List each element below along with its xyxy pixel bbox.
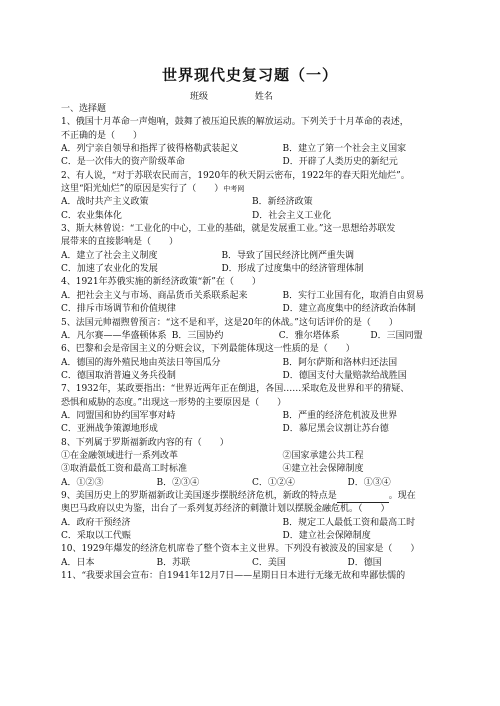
q9-stem-line2: 奥巴马政府以史为鉴，出台了一系列复苏经济的刺激计划以摆脱金融危机。（ ） bbox=[61, 504, 390, 515]
q1-option-d: D．开辟了人类历史的新纪元 bbox=[282, 157, 398, 168]
q1-option-b: B．建立了第一个社会主义国家 bbox=[282, 144, 407, 155]
q8-option-c: C．①②④ bbox=[252, 477, 295, 488]
q9-options-row1 bbox=[61, 517, 443, 530]
q5-option-c: C．雅尔塔体系 bbox=[278, 330, 340, 341]
q5-options bbox=[61, 330, 443, 343]
q3-option-d: D．形成了过度集中的经济管理体制 bbox=[221, 264, 364, 275]
q1-stem-line1: 1、俄国十月革命一声炮响，鼓舞了被压迫民族的解放运动。下列关于十月革命的表述， bbox=[61, 117, 409, 128]
q10-option-b: B．苏联 bbox=[156, 557, 191, 568]
q10-option-a: A．日本 bbox=[61, 557, 95, 568]
q8-option-d: D．①③④ bbox=[347, 477, 391, 488]
q6-option-d: D．德国支付大量赔款给战胜国 bbox=[282, 370, 407, 381]
q7-option-d: D．慕尼黑会议割让苏台德 bbox=[282, 424, 389, 435]
q8-statements-row1 bbox=[61, 450, 443, 463]
page-title: 世界现代史复习题（一） bbox=[161, 66, 338, 84]
q2-stem-line1: 2、有人说，“对于苏联农民而言，1920年的秋天阴云密布，1922年的春天阳光灿烂”。 bbox=[61, 170, 410, 181]
q10-options bbox=[61, 557, 443, 570]
q3-stem-line1: 3、斯大林曾说：“工业化的中心，工业的基础，就是发展重工业。”这一思想给苏联发 bbox=[61, 224, 396, 235]
q7-option-a: A．同盟国和协约国军事对峙 bbox=[61, 410, 176, 421]
q9-option-b: B．规定工人最低工资和最高工时 bbox=[282, 517, 416, 528]
q7-stem-line1: 7、1932年，某政要指出：“世界近两年正在倒退，各国……采取危及世界和平的猜疑、 bbox=[61, 384, 410, 395]
q1-options-row2 bbox=[61, 156, 443, 169]
q8-options bbox=[61, 477, 443, 490]
q4-option-c: C．排斥市场调节和价值规律 bbox=[61, 304, 176, 315]
q5-option-a: A．凡尔赛——华盛顿体系 bbox=[61, 330, 167, 341]
q8-option-a: A．①②③ bbox=[61, 477, 104, 488]
q6-option-c: C．德国取消普遍义务兵役制 bbox=[61, 370, 176, 381]
q7-options-row1 bbox=[61, 410, 443, 423]
q6-options-row2 bbox=[61, 370, 443, 383]
q8-statement-4: ④建立社会保障制度 bbox=[282, 464, 364, 475]
q2-source: 中考网 bbox=[223, 185, 245, 194]
q9-stem-line1 bbox=[61, 490, 443, 503]
question-list bbox=[61, 103, 443, 583]
q2-option-c: C．农业集体化 bbox=[61, 210, 122, 221]
q3-stem-line2: 展带来的直接影响是（ ） bbox=[61, 237, 179, 248]
q3-options-row1 bbox=[61, 250, 443, 263]
q8-statement-1: ①在金融领域进行一系列改革 bbox=[61, 450, 179, 461]
q1-options-row1 bbox=[61, 143, 443, 156]
q7-option-b: B．严重的经济危机波及世界 bbox=[282, 410, 398, 421]
q8-statement-3: ③取消最低工资和最高工时标准 bbox=[61, 464, 188, 475]
q3-option-a: A．建立了社会主义制度 bbox=[61, 250, 158, 261]
q2-stem-line2 bbox=[61, 183, 443, 196]
q3-options-row2 bbox=[61, 263, 443, 276]
q7-stem-line2: 恐惧和威胁的态度。”出现这一形势的主要原因是（ ） bbox=[61, 397, 287, 408]
q9-stem-text: 9、美国历史上的罗斯福新政让美国逐步摆脱经济危机，新政的特点是 bbox=[61, 490, 337, 501]
q2-stem-text: 这里“阳光灿烂”的原因是实行了（ ） bbox=[61, 184, 224, 195]
q11-stem: 11、“我要求国会宣布：自1941年12月7日——星期日日本进行无缘无故和卑鄙怯懦的 bbox=[61, 571, 406, 582]
q9-option-a: A．政府干预经济 bbox=[61, 517, 131, 528]
q2-options-row2 bbox=[61, 210, 443, 223]
q6-option-b: B．阿尔萨斯和洛林归还法国 bbox=[282, 357, 398, 368]
q5-option-d: D．三国同盟 bbox=[370, 330, 423, 341]
q8-statement-2: ②国家承建公共工程 bbox=[282, 450, 364, 461]
q2-options-row1 bbox=[61, 196, 443, 209]
q1-option-a: A．列宁亲自领导和指挥了彼得格勒武装起义 bbox=[61, 144, 239, 155]
q6-options-row1 bbox=[61, 357, 443, 370]
q4-options-row2 bbox=[61, 303, 443, 316]
q2-option-d: D．社会主义工业化 bbox=[252, 210, 332, 221]
q4-option-d: D．建立高度集中的经济政治体制 bbox=[282, 304, 416, 315]
q5-stem: 5、法国元帅福煦曾预言：“这不是和平，这是20年的休战。”这句话评价的是（ ） bbox=[61, 317, 398, 328]
q9-option-d: D．建立社会保障制度 bbox=[282, 531, 371, 541]
q3-option-b: B．导致了国民经济比例严重失调 bbox=[221, 250, 355, 261]
q6-stem: 6、巴黎和会是帝国主义的分赃会议，下列最能体现这一性质的是（ ） bbox=[61, 344, 355, 355]
q4-option-a: A．把社会主义与市场、商品货币关系联系起来 bbox=[61, 290, 248, 301]
student-info bbox=[190, 89, 317, 102]
q1-option-c: C．是一次伟大的资产阶级革命 bbox=[61, 157, 185, 168]
q2-option-a: A．战时共产主义政策 bbox=[61, 197, 149, 208]
q1-stem-line2: 不正确的是（ ） bbox=[61, 130, 143, 141]
q6-option-a: A．德国的海外殖民地由英法日等国瓜分 bbox=[61, 357, 221, 368]
q10-stem: 10、1929年爆发的经济危机席卷了整个资本主义世界。下列没有被波及的国家是（ ） bbox=[61, 544, 420, 555]
q4-stem: 4、1921年苏俄实施的新经济政策“新”在（ ） bbox=[61, 277, 261, 288]
q10-option-c: C．美国 bbox=[252, 557, 286, 568]
name-label: 姓名 bbox=[254, 92, 273, 102]
class-label: 班级 bbox=[190, 92, 209, 102]
q9-answer-blank bbox=[337, 493, 389, 503]
q4-option-b: B．实行工业国有化，取消自由贸易 bbox=[282, 290, 425, 301]
q9-stem-tail: 。现在 bbox=[388, 490, 416, 501]
q8-stem: 8、下列属于罗斯福新政内容的有（ ） bbox=[61, 437, 229, 448]
q9-option-c: C．采取以工代赈 bbox=[61, 531, 131, 541]
q2-option-b: B．新经济政策 bbox=[252, 197, 313, 208]
q5-option-b: B．三国协约 bbox=[171, 330, 224, 341]
q8-option-b: B．②③④ bbox=[156, 477, 200, 488]
q8-statements-row2 bbox=[61, 463, 443, 476]
section-heading: 一、选择题 bbox=[61, 104, 107, 114]
q7-option-c: C．亚洲战争策源地形成 bbox=[61, 424, 158, 435]
q9-options-row2 bbox=[61, 530, 443, 543]
q7-options-row2 bbox=[61, 423, 443, 436]
q10-option-d: D．德国 bbox=[347, 557, 382, 568]
q3-option-c: C．加速了农业化的发展 bbox=[61, 264, 158, 275]
q4-options-row1 bbox=[61, 290, 443, 303]
